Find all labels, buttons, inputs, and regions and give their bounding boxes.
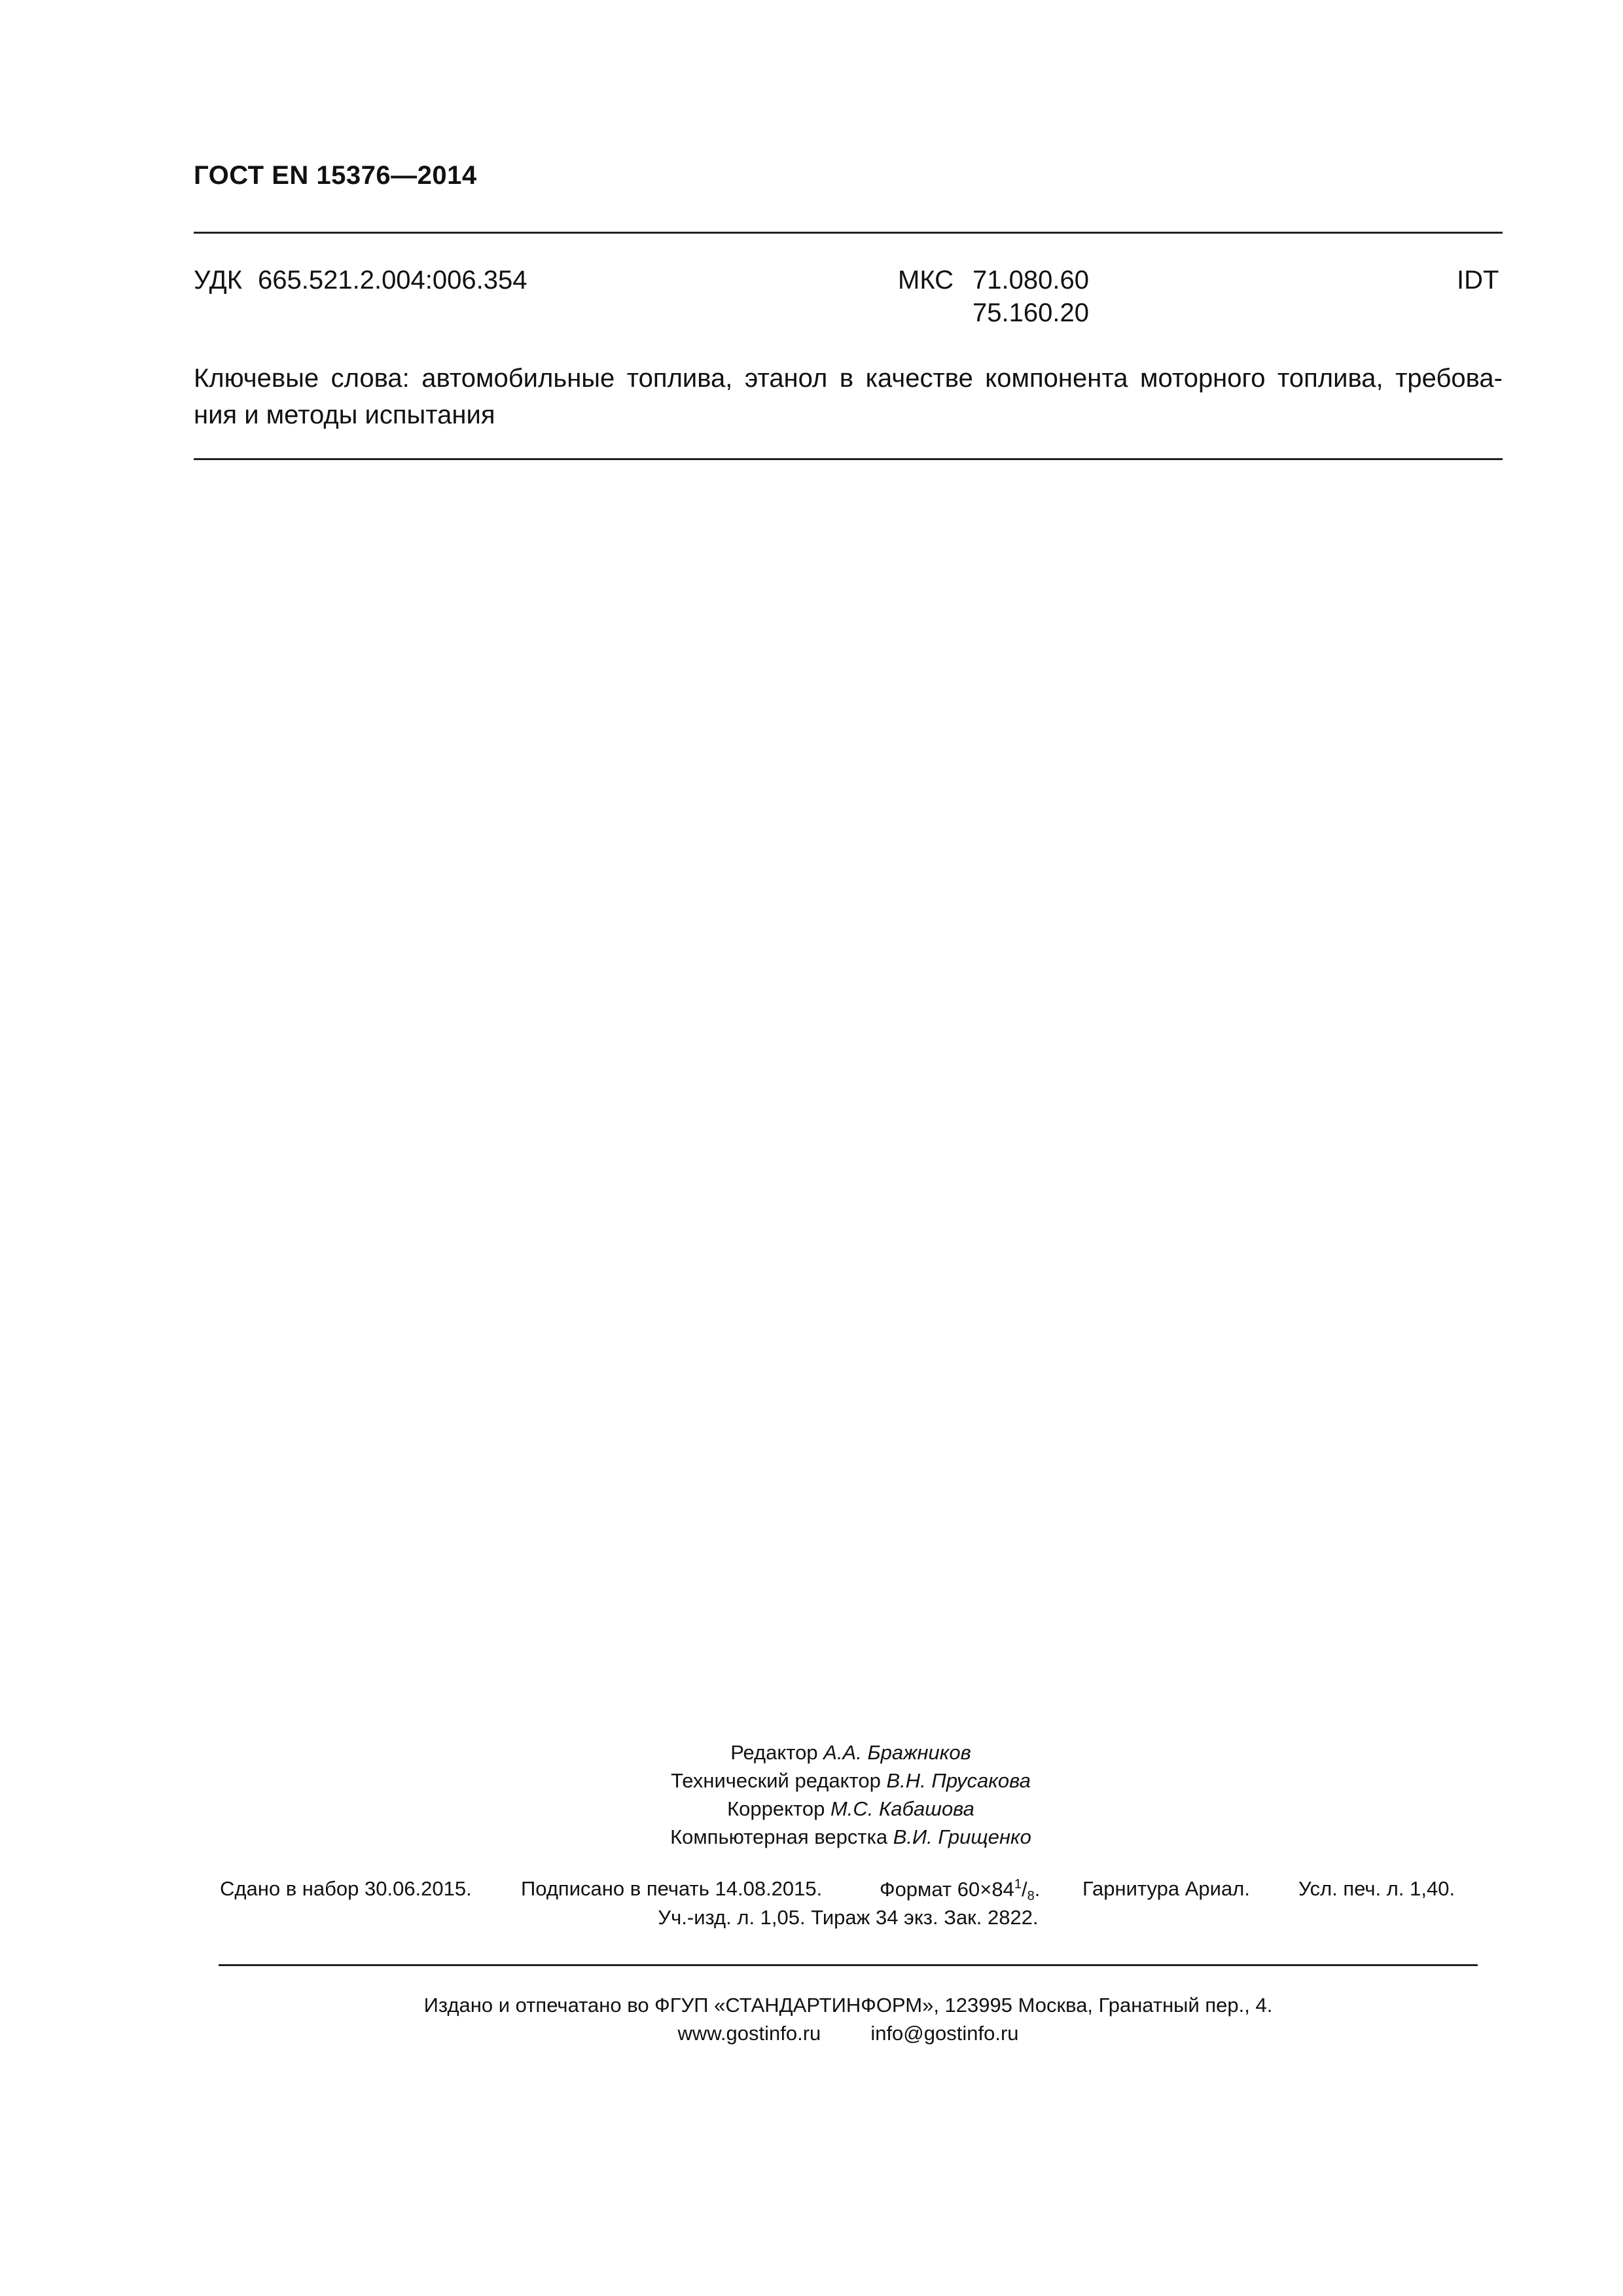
keywords-divider	[194, 458, 1503, 460]
staff-layout	[0, 1825, 1623, 1849]
staff-name: В.И. Грищенко	[893, 1825, 1031, 1848]
submitted-date: Сдано в набор 30.06.2015.	[220, 1877, 472, 1900]
document-code: ГОСТ EN 15376—2014	[194, 161, 477, 190]
format-suffix: .	[1034, 1878, 1041, 1901]
signed-date: Подписано в печать 14.08.2015.	[521, 1877, 823, 1900]
keywords-paragraph	[194, 360, 1503, 433]
keywords-line: Ключевые слова: автомобильные топлива, этанол в качестве компонента моторного топлива, требова-	[194, 364, 1503, 393]
staff-name: В.Н. Прусакова	[886, 1769, 1031, 1792]
publication-details: Уч.-изд. л. 1,05. Тираж 34 экз. Зак. 2822.	[658, 1906, 1039, 1929]
staff-editor	[0, 1741, 1623, 1765]
print-sheets: Усл. печ. л. 1,40.	[1298, 1877, 1455, 1900]
staff-role: Технический редактор	[671, 1769, 881, 1792]
staff-name: М.С. Кабашова	[830, 1797, 974, 1820]
udk-value: 665.521.2.004:006.354	[258, 266, 527, 295]
mks-value: 71.080.60	[972, 266, 1089, 295]
email-link[interactable]: info@gostinfo.ru	[870, 2022, 1019, 2045]
staff-name: А.А. Бражников	[823, 1741, 971, 1764]
staff-role: Редактор	[730, 1741, 818, 1764]
paper-format	[880, 1877, 1040, 1904]
idt-marker: IDT	[1457, 266, 1499, 295]
typeface: Гарнитура Ариал.	[1082, 1877, 1250, 1900]
staff-role: Компьютерная верстка	[670, 1825, 888, 1848]
mks-label: МКС	[898, 266, 954, 295]
format-slash: /	[1021, 1878, 1027, 1901]
staff-proofreader	[0, 1797, 1623, 1821]
top-divider	[194, 232, 1503, 234]
contact-line	[0, 2022, 1623, 2045]
format-subscript: 8	[1027, 1889, 1035, 1903]
format-prefix: Формат 60×84	[880, 1878, 1014, 1901]
mks-value: 75.160.20	[972, 298, 1089, 327]
staff-technical-editor	[0, 1769, 1623, 1793]
footer-divider	[219, 1964, 1478, 1966]
website-link[interactable]: www.gostinfo.ru	[677, 2022, 821, 2045]
udk-label: УДК	[194, 266, 243, 295]
keywords-line: ния и методы испытания	[194, 401, 495, 429]
format-superscript: 1	[1014, 1877, 1022, 1892]
publisher-line: Издано и отпечатано во ФГУП «СТАНДАРТИНФОРМ», 123995 Москва, Гранатный пер., 4.	[423, 1994, 1273, 2017]
staff-role: Корректор	[727, 1797, 825, 1820]
